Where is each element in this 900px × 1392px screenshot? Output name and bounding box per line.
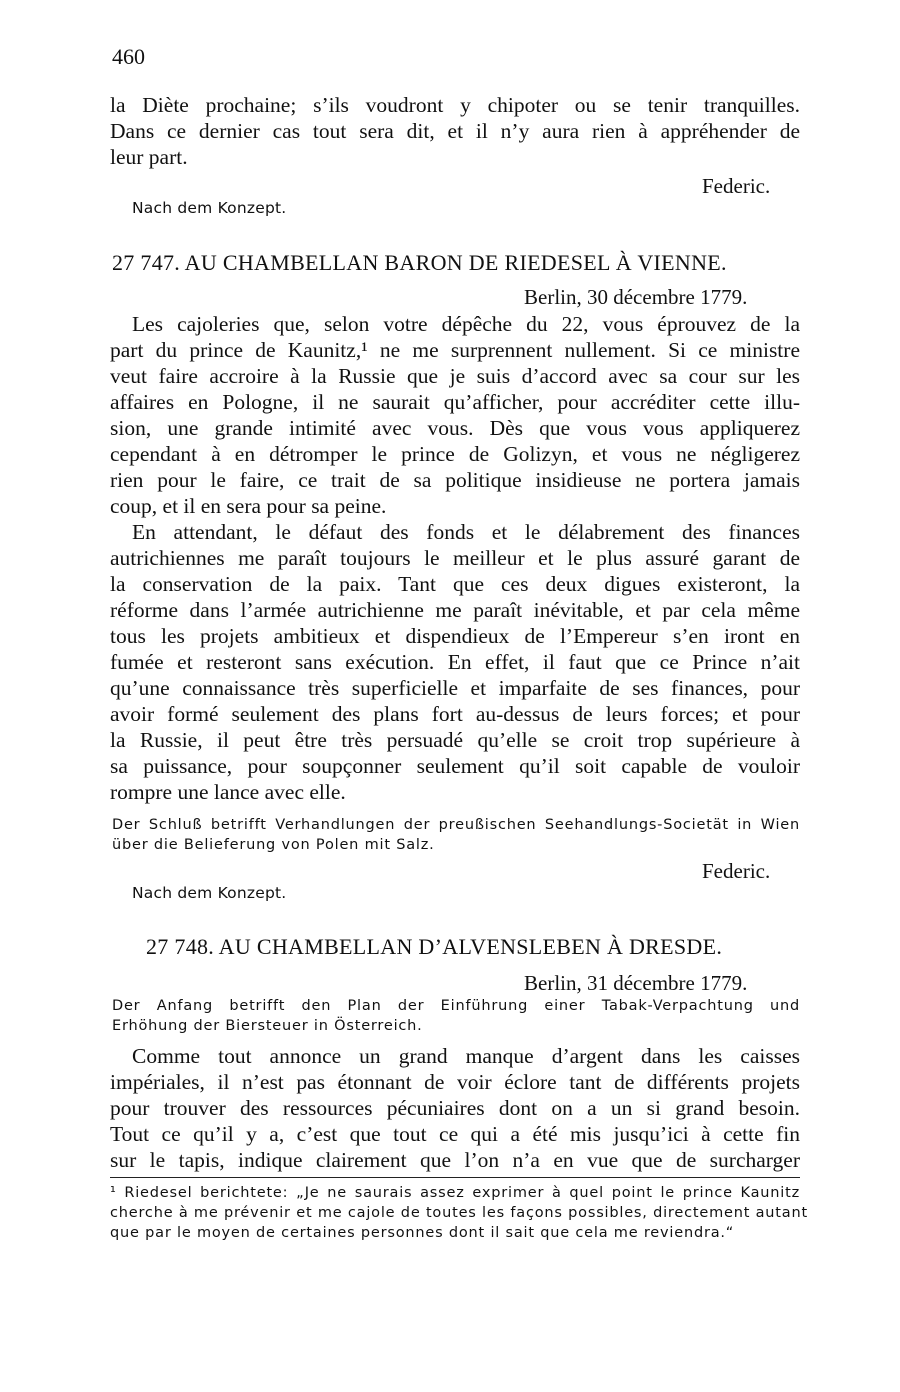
text-line: rompre une lance avec elle. (110, 780, 346, 804)
letter-paragraph (110, 519, 800, 805)
footnote (110, 1183, 808, 1243)
source-note: Nach dem Konzept. (132, 884, 287, 902)
text-line: part du prince de Kaunitz,¹ ne me surprennent nullement. Si ce ministre (110, 338, 800, 362)
text-line: affaires en Pologne, il ne saurait qu’afficher, pour accréditer cette illu- (110, 390, 800, 414)
text-line: cependant à en détromper le prince de Golizyn, et vous ne négligerez (110, 442, 800, 466)
text-line: leur part. (110, 145, 188, 169)
text-line: sur le tapis, indique clairement que l’on n’a en vue que de surcharger (110, 1148, 800, 1172)
text-line: réforme dans l’armée autrichienne me paraît inévitable, et par cela même (110, 598, 800, 622)
text-line: qu’une connaissance très superficielle et imparfaite de ses finances, pour (110, 676, 800, 700)
text-line: impériales, il n’est pas étonnant de voir éclore tant de différents projets (110, 1070, 800, 1094)
letter-paragraph (110, 1043, 800, 1173)
note-line: Der Anfang betrifft den Plan der Einführung einer Tabak-Verpachtung und (112, 998, 800, 1014)
note-line: über die Belieferung von Polen mit Salz. (112, 837, 435, 853)
letter-heading: 27 747. AU CHAMBELLAN BARON DE RIEDESEL À VIENNE. (112, 250, 727, 275)
text-line: Comme tout annonce un grand manque d’argent dans les caisses (132, 1044, 800, 1068)
footnote-line: ¹ Riedesel berichtete: „Je ne saurais assez exprimer à quel point le prince Kaunitz (110, 1185, 800, 1201)
text-line: la Russie, il peut être très persuadé qu’elle se croit trop supérieure à (110, 728, 800, 752)
text-line: sa puissance, pour soupçonner seulement qu’il soit capable de vouloir (110, 754, 800, 778)
footnote-line: que par le moyen de certaines personnes dont il sait que cela me reviendra.“ (110, 1225, 735, 1241)
text-line: la conservation de la paix. Tant que ces deux digues existeront, la (110, 572, 800, 596)
note-line: Der Schluß betrifft Verhandlungen der preußischen Seehandlungs-Societät in Wien (112, 817, 800, 833)
text-line: coup, et il en sera pour sa peine. (110, 494, 387, 518)
signature: Federic. (702, 174, 771, 198)
editorial-note (112, 996, 800, 1036)
note-line: Erhöhung der Biersteuer in Österreich. (112, 1018, 423, 1034)
text-line: sion, une grande intimité avec vous. Dès que vous vous appliquerez (110, 416, 800, 440)
dateline: Berlin, 30 décembre 1779. (524, 285, 748, 309)
text-line: fumée et resteront sans exécution. En effet, il faut que ce Prince n’ait (110, 650, 800, 674)
text-line: Dans ce dernier cas tout sera dit, et il n’y aura rien à appréhender de (110, 119, 800, 143)
source-note: Nach dem Konzept. (132, 199, 287, 217)
text-line: Tout ce qu’il y a, c’est que tout ce qui a été mis jusqu’ici à cette fin (110, 1122, 800, 1146)
intro-paragraph (110, 92, 800, 170)
text-line: pour trouver des ressources pécuniaires dont on a un si grand besoin. (110, 1096, 800, 1120)
letter-paragraph (110, 311, 800, 519)
footnote-divider (110, 1177, 800, 1178)
footnote-line: cherche à me prévenir et me cajole de toutes les façons possibles, directement autant (110, 1205, 808, 1221)
text-line: la Diète prochaine; s’ils voudront y chipoter ou se tenir tranquilles. (110, 93, 800, 117)
text-line: avoir formé seulement des plans fort au-dessus de leurs forces; et pour (110, 702, 800, 726)
text-line: rien pour le faire, ce trait de sa politique insidieuse ne portera jamais (110, 468, 800, 492)
text-line: veut faire accroire à la Russie que je suis d’accord avec sa cour sur les (110, 364, 800, 388)
text-line: Les cajoleries que, selon votre dépêche du 22, vous éprouvez de la (132, 312, 800, 336)
text-line: autrichiennes me paraît toujours le meilleur et le plus assuré garant de (110, 546, 800, 570)
text-line: En attendant, le défaut des fonds et le délabrement des finances (132, 520, 800, 544)
letter-heading: 27 748. AU CHAMBELLAN D’ALVENSLEBEN À DRESDE. (146, 934, 723, 959)
page-number: 460 (112, 44, 145, 69)
dateline: Berlin, 31 décembre 1779. (524, 971, 748, 995)
editorial-note (112, 815, 800, 855)
signature: Federic. (702, 859, 771, 883)
text-line: tous les projets ambitieux et dispendieux de l’Empereur s’en iront en (110, 624, 800, 648)
